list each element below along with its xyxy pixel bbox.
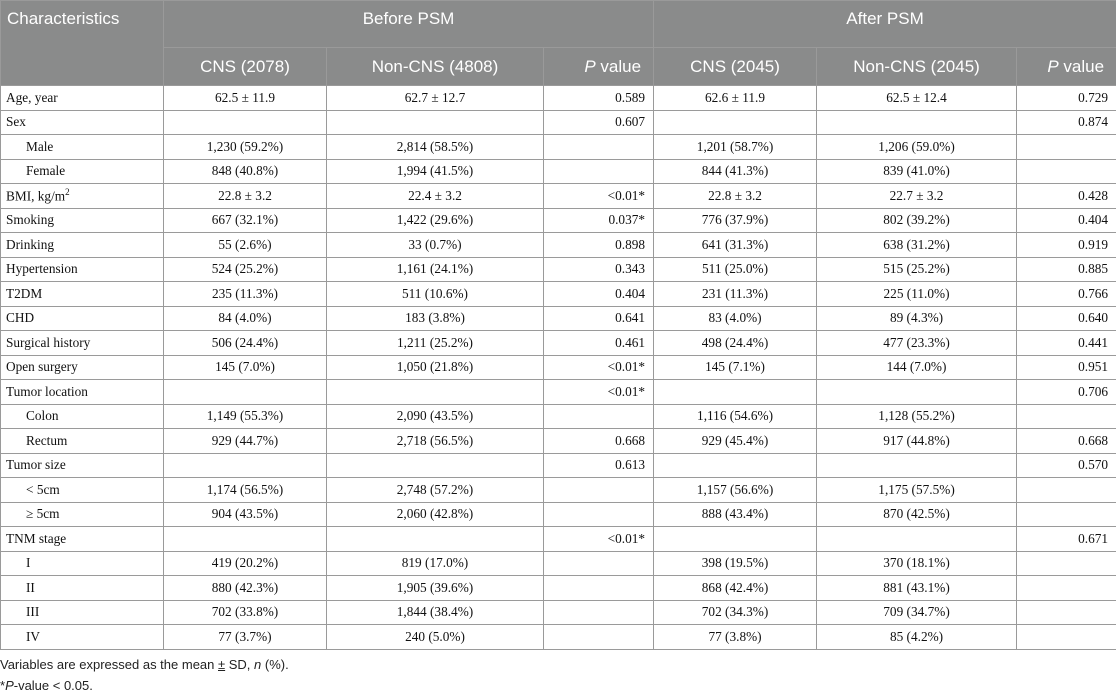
table-row (1, 257, 1116, 282)
cell-a-non: 144 (7.0%) (817, 355, 1017, 380)
cell-a-non: 839 (41.0%) (817, 159, 1017, 184)
cell-b-cns: 419 (20.2%) (164, 551, 327, 576)
cell-b-non (327, 527, 544, 552)
cell-a-non: 225 (11.0%) (817, 282, 1017, 307)
cell-b-non: 1,994 (41.5%) (327, 159, 544, 184)
cell-b-p: <0.01* (544, 380, 654, 405)
cell-a-p: 0.640 (1017, 306, 1116, 331)
cell-a-p: 0.885 (1017, 257, 1116, 282)
row-label: Hypertension (1, 257, 164, 282)
cell-a-non (817, 110, 1017, 135)
table-row (1, 576, 1116, 601)
row-label: ≥ 5cm (1, 502, 164, 527)
cell-b-non: 1,844 (38.4%) (327, 600, 544, 625)
cell-a-p (1017, 600, 1116, 625)
cell-b-p: 0.589 (544, 86, 654, 111)
table-row (1, 380, 1116, 405)
cell-a-p: 0.668 (1017, 429, 1116, 454)
cell-b-cns: 77 (3.7%) (164, 625, 327, 650)
cell-a-p: 0.404 (1017, 208, 1116, 233)
cell-a-cns: 868 (42.4%) (654, 576, 817, 601)
cell-b-non: 2,718 (56.5%) (327, 429, 544, 454)
table-row (1, 282, 1116, 307)
cell-a-non: 62.5 ± 12.4 (817, 86, 1017, 111)
cell-b-cns (164, 527, 327, 552)
cell-b-cns: 145 (7.0%) (164, 355, 327, 380)
table-row (1, 625, 1116, 650)
cell-a-non: 515 (25.2%) (817, 257, 1017, 282)
cell-a-cns: 641 (31.3%) (654, 233, 817, 258)
table-row (1, 429, 1116, 454)
cell-a-p: 0.706 (1017, 380, 1116, 405)
cell-b-p: 0.461 (544, 331, 654, 356)
table-row (1, 502, 1116, 527)
table-body (1, 86, 1116, 650)
cell-a-non: 638 (31.2%) (817, 233, 1017, 258)
cell-b-p: 0.668 (544, 429, 654, 454)
footnote-significance: *P-value < 0.05. (0, 675, 289, 696)
table-row (1, 331, 1116, 356)
table-row (1, 527, 1116, 552)
cell-a-cns: 83 (4.0%) (654, 306, 817, 331)
cell-b-p (544, 551, 654, 576)
cell-b-cns: 1,230 (59.2%) (164, 135, 327, 160)
cell-b-cns: 702 (33.8%) (164, 600, 327, 625)
table-footnotes (0, 654, 289, 696)
table-row (1, 355, 1116, 380)
cell-b-cns: 1,174 (56.5%) (164, 478, 327, 503)
cell-b-p (544, 135, 654, 160)
cell-b-cns: 84 (4.0%) (164, 306, 327, 331)
cell-a-cns (654, 380, 817, 405)
cell-b-non: 62.7 ± 12.7 (327, 86, 544, 111)
table-row (1, 478, 1116, 503)
table-row (1, 600, 1116, 625)
header-after-psm: After PSM (654, 1, 1116, 48)
footnote-variables: Variables are expressed as the mean ± SD, n (%). (0, 654, 289, 675)
table-row (1, 159, 1116, 184)
cell-a-cns: 498 (24.4%) (654, 331, 817, 356)
table-row (1, 110, 1116, 135)
cell-a-cns: 1,157 (56.6%) (654, 478, 817, 503)
cell-b-p (544, 478, 654, 503)
cell-a-cns: 888 (43.4%) (654, 502, 817, 527)
row-label: Colon (1, 404, 164, 429)
row-label: Rectum (1, 429, 164, 454)
cell-b-non: 1,161 (24.1%) (327, 257, 544, 282)
cell-a-p: 0.766 (1017, 282, 1116, 307)
row-label: Tumor location (1, 380, 164, 405)
cell-a-cns: 776 (37.9%) (654, 208, 817, 233)
table-row (1, 208, 1116, 233)
row-label: Male (1, 135, 164, 160)
cell-a-non: 917 (44.8%) (817, 429, 1017, 454)
row-label: < 5cm (1, 478, 164, 503)
cell-a-non: 709 (34.7%) (817, 600, 1017, 625)
cell-b-non: 2,090 (43.5%) (327, 404, 544, 429)
table-row (1, 306, 1116, 331)
table-row (1, 86, 1116, 111)
cell-b-p: 0.641 (544, 306, 654, 331)
table-row (1, 135, 1116, 160)
table-row (1, 551, 1116, 576)
cell-a-non: 1,175 (57.5%) (817, 478, 1017, 503)
cell-a-p: 0.951 (1017, 355, 1116, 380)
row-label: Sex (1, 110, 164, 135)
cell-b-p: <0.01* (544, 355, 654, 380)
cell-a-non: 89 (4.3%) (817, 306, 1017, 331)
cell-b-p (544, 502, 654, 527)
cell-b-cns: 524 (25.2%) (164, 257, 327, 282)
row-label: CHD (1, 306, 164, 331)
cell-b-p: <0.01* (544, 527, 654, 552)
cell-b-non (327, 110, 544, 135)
cell-a-p (1017, 576, 1116, 601)
cell-b-cns: 904 (43.5%) (164, 502, 327, 527)
header-before-psm: Before PSM (164, 1, 654, 48)
cell-b-p (544, 576, 654, 601)
cell-a-cns: 22.8 ± 3.2 (654, 184, 817, 209)
cell-a-cns: 844 (41.3%) (654, 159, 817, 184)
cell-b-non: 22.4 ± 3.2 (327, 184, 544, 209)
cell-b-p: 0.613 (544, 453, 654, 478)
cell-b-cns: 506 (24.4%) (164, 331, 327, 356)
cell-b-cns: 62.5 ± 11.9 (164, 86, 327, 111)
header-after-noncns: Non-CNS (2045) (817, 48, 1017, 86)
cell-b-cns: 22.8 ± 3.2 (164, 184, 327, 209)
cell-a-p: 0.570 (1017, 453, 1116, 478)
header-before-noncns: Non-CNS (4808) (327, 48, 544, 86)
cell-b-cns: 235 (11.3%) (164, 282, 327, 307)
table-row (1, 184, 1116, 209)
row-label: Smoking (1, 208, 164, 233)
cell-a-cns: 702 (34.3%) (654, 600, 817, 625)
cell-b-non: 2,748 (57.2%) (327, 478, 544, 503)
cell-a-non (817, 453, 1017, 478)
row-label: BMI, $kg/m^2$ (1, 184, 164, 209)
cell-a-cns: 1,201 (58.7%) (654, 135, 817, 160)
row-label: II (1, 576, 164, 601)
cell-a-p (1017, 404, 1116, 429)
cell-b-cns: 848 (40.8%) (164, 159, 327, 184)
cell-a-cns (654, 453, 817, 478)
cell-a-p (1017, 625, 1116, 650)
cell-a-p (1017, 478, 1116, 503)
cell-a-cns: 62.6 ± 11.9 (654, 86, 817, 111)
cell-b-non: 240 (5.0%) (327, 625, 544, 650)
cell-a-non: 1,206 (59.0%) (817, 135, 1017, 160)
table-row (1, 404, 1116, 429)
cell-a-non: 477 (23.3%) (817, 331, 1017, 356)
cell-b-cns: 929 (44.7%) (164, 429, 327, 454)
row-label: Surgical history (1, 331, 164, 356)
cell-a-p: 0.729 (1017, 86, 1116, 111)
cell-b-p: 0.404 (544, 282, 654, 307)
row-label: Age, year (1, 86, 164, 111)
cell-b-cns: 55 (2.6%) (164, 233, 327, 258)
header-after-cns: CNS (2045) (654, 48, 817, 86)
cell-a-cns: 398 (19.5%) (654, 551, 817, 576)
cell-b-cns (164, 453, 327, 478)
row-label: I (1, 551, 164, 576)
header-before-cns: CNS (2078) (164, 48, 327, 86)
row-label: Female (1, 159, 164, 184)
cell-b-p (544, 404, 654, 429)
cell-b-p: 0.898 (544, 233, 654, 258)
cell-a-non: 22.7 ± 3.2 (817, 184, 1017, 209)
row-label: Open surgery (1, 355, 164, 380)
cell-a-p (1017, 551, 1116, 576)
cell-b-cns (164, 110, 327, 135)
cell-a-cns: 511 (25.0%) (654, 257, 817, 282)
cell-a-p: 0.671 (1017, 527, 1116, 552)
cell-b-non: 1,211 (25.2%) (327, 331, 544, 356)
cell-b-p: 0.343 (544, 257, 654, 282)
cell-b-cns: 667 (32.1%) (164, 208, 327, 233)
cell-b-cns: 1,149 (55.3%) (164, 404, 327, 429)
cell-a-p (1017, 159, 1116, 184)
cell-a-p: 0.874 (1017, 110, 1116, 135)
cell-b-non: 2,814 (58.5%) (327, 135, 544, 160)
cell-a-non: 802 (39.2%) (817, 208, 1017, 233)
cell-a-cns: 929 (45.4%) (654, 429, 817, 454)
cell-b-cns (164, 380, 327, 405)
cell-b-non: 33 (0.7%) (327, 233, 544, 258)
cell-b-p (544, 625, 654, 650)
cell-b-non (327, 453, 544, 478)
row-label: IV (1, 625, 164, 650)
cell-a-cns: 1,116 (54.6%) (654, 404, 817, 429)
cell-a-cns: 77 (3.8%) (654, 625, 817, 650)
row-label: T2DM (1, 282, 164, 307)
cell-a-p: 0.428 (1017, 184, 1116, 209)
cell-b-non: 2,060 (42.8%) (327, 502, 544, 527)
header-after-pvalue: P value (1017, 48, 1116, 86)
cell-b-p (544, 600, 654, 625)
header-characteristics: Characteristics (1, 1, 164, 86)
cell-a-non: 881 (43.1%) (817, 576, 1017, 601)
cell-b-non: 511 (10.6%) (327, 282, 544, 307)
cell-a-non (817, 380, 1017, 405)
cell-a-p: 0.919 (1017, 233, 1116, 258)
cell-a-p (1017, 502, 1116, 527)
cell-a-non: 370 (18.1%) (817, 551, 1017, 576)
cell-b-non: 1,422 (29.6%) (327, 208, 544, 233)
cell-a-p (1017, 135, 1116, 160)
header-row-columns (1, 48, 1116, 86)
header-before-pvalue: P value (544, 48, 654, 86)
cell-a-cns: 231 (11.3%) (654, 282, 817, 307)
cell-b-non: 183 (3.8%) (327, 306, 544, 331)
table-row (1, 453, 1116, 478)
row-label: Tumor size (1, 453, 164, 478)
cell-b-non: 1,050 (21.8%) (327, 355, 544, 380)
cell-a-cns: 145 (7.1%) (654, 355, 817, 380)
cell-a-non: 1,128 (55.2%) (817, 404, 1017, 429)
cell-b-p: 0.607 (544, 110, 654, 135)
cell-b-p: 0.037* (544, 208, 654, 233)
cell-a-non (817, 527, 1017, 552)
cell-a-non: 85 (4.2%) (817, 625, 1017, 650)
cell-b-non (327, 380, 544, 405)
header-row-groups (1, 1, 1116, 48)
cell-a-non: 870 (42.5%) (817, 502, 1017, 527)
cell-b-non: 1,905 (39.6%) (327, 576, 544, 601)
row-label: Drinking (1, 233, 164, 258)
table-row (1, 233, 1116, 258)
cell-b-p: <0.01* (544, 184, 654, 209)
cell-a-cns (654, 527, 817, 552)
cell-b-cns: 880 (42.3%) (164, 576, 327, 601)
cell-b-p (544, 159, 654, 184)
row-label: TNM stage (1, 527, 164, 552)
cell-a-cns (654, 110, 817, 135)
cell-b-non: 819 (17.0%) (327, 551, 544, 576)
cell-a-p: 0.441 (1017, 331, 1116, 356)
row-label: III (1, 600, 164, 625)
